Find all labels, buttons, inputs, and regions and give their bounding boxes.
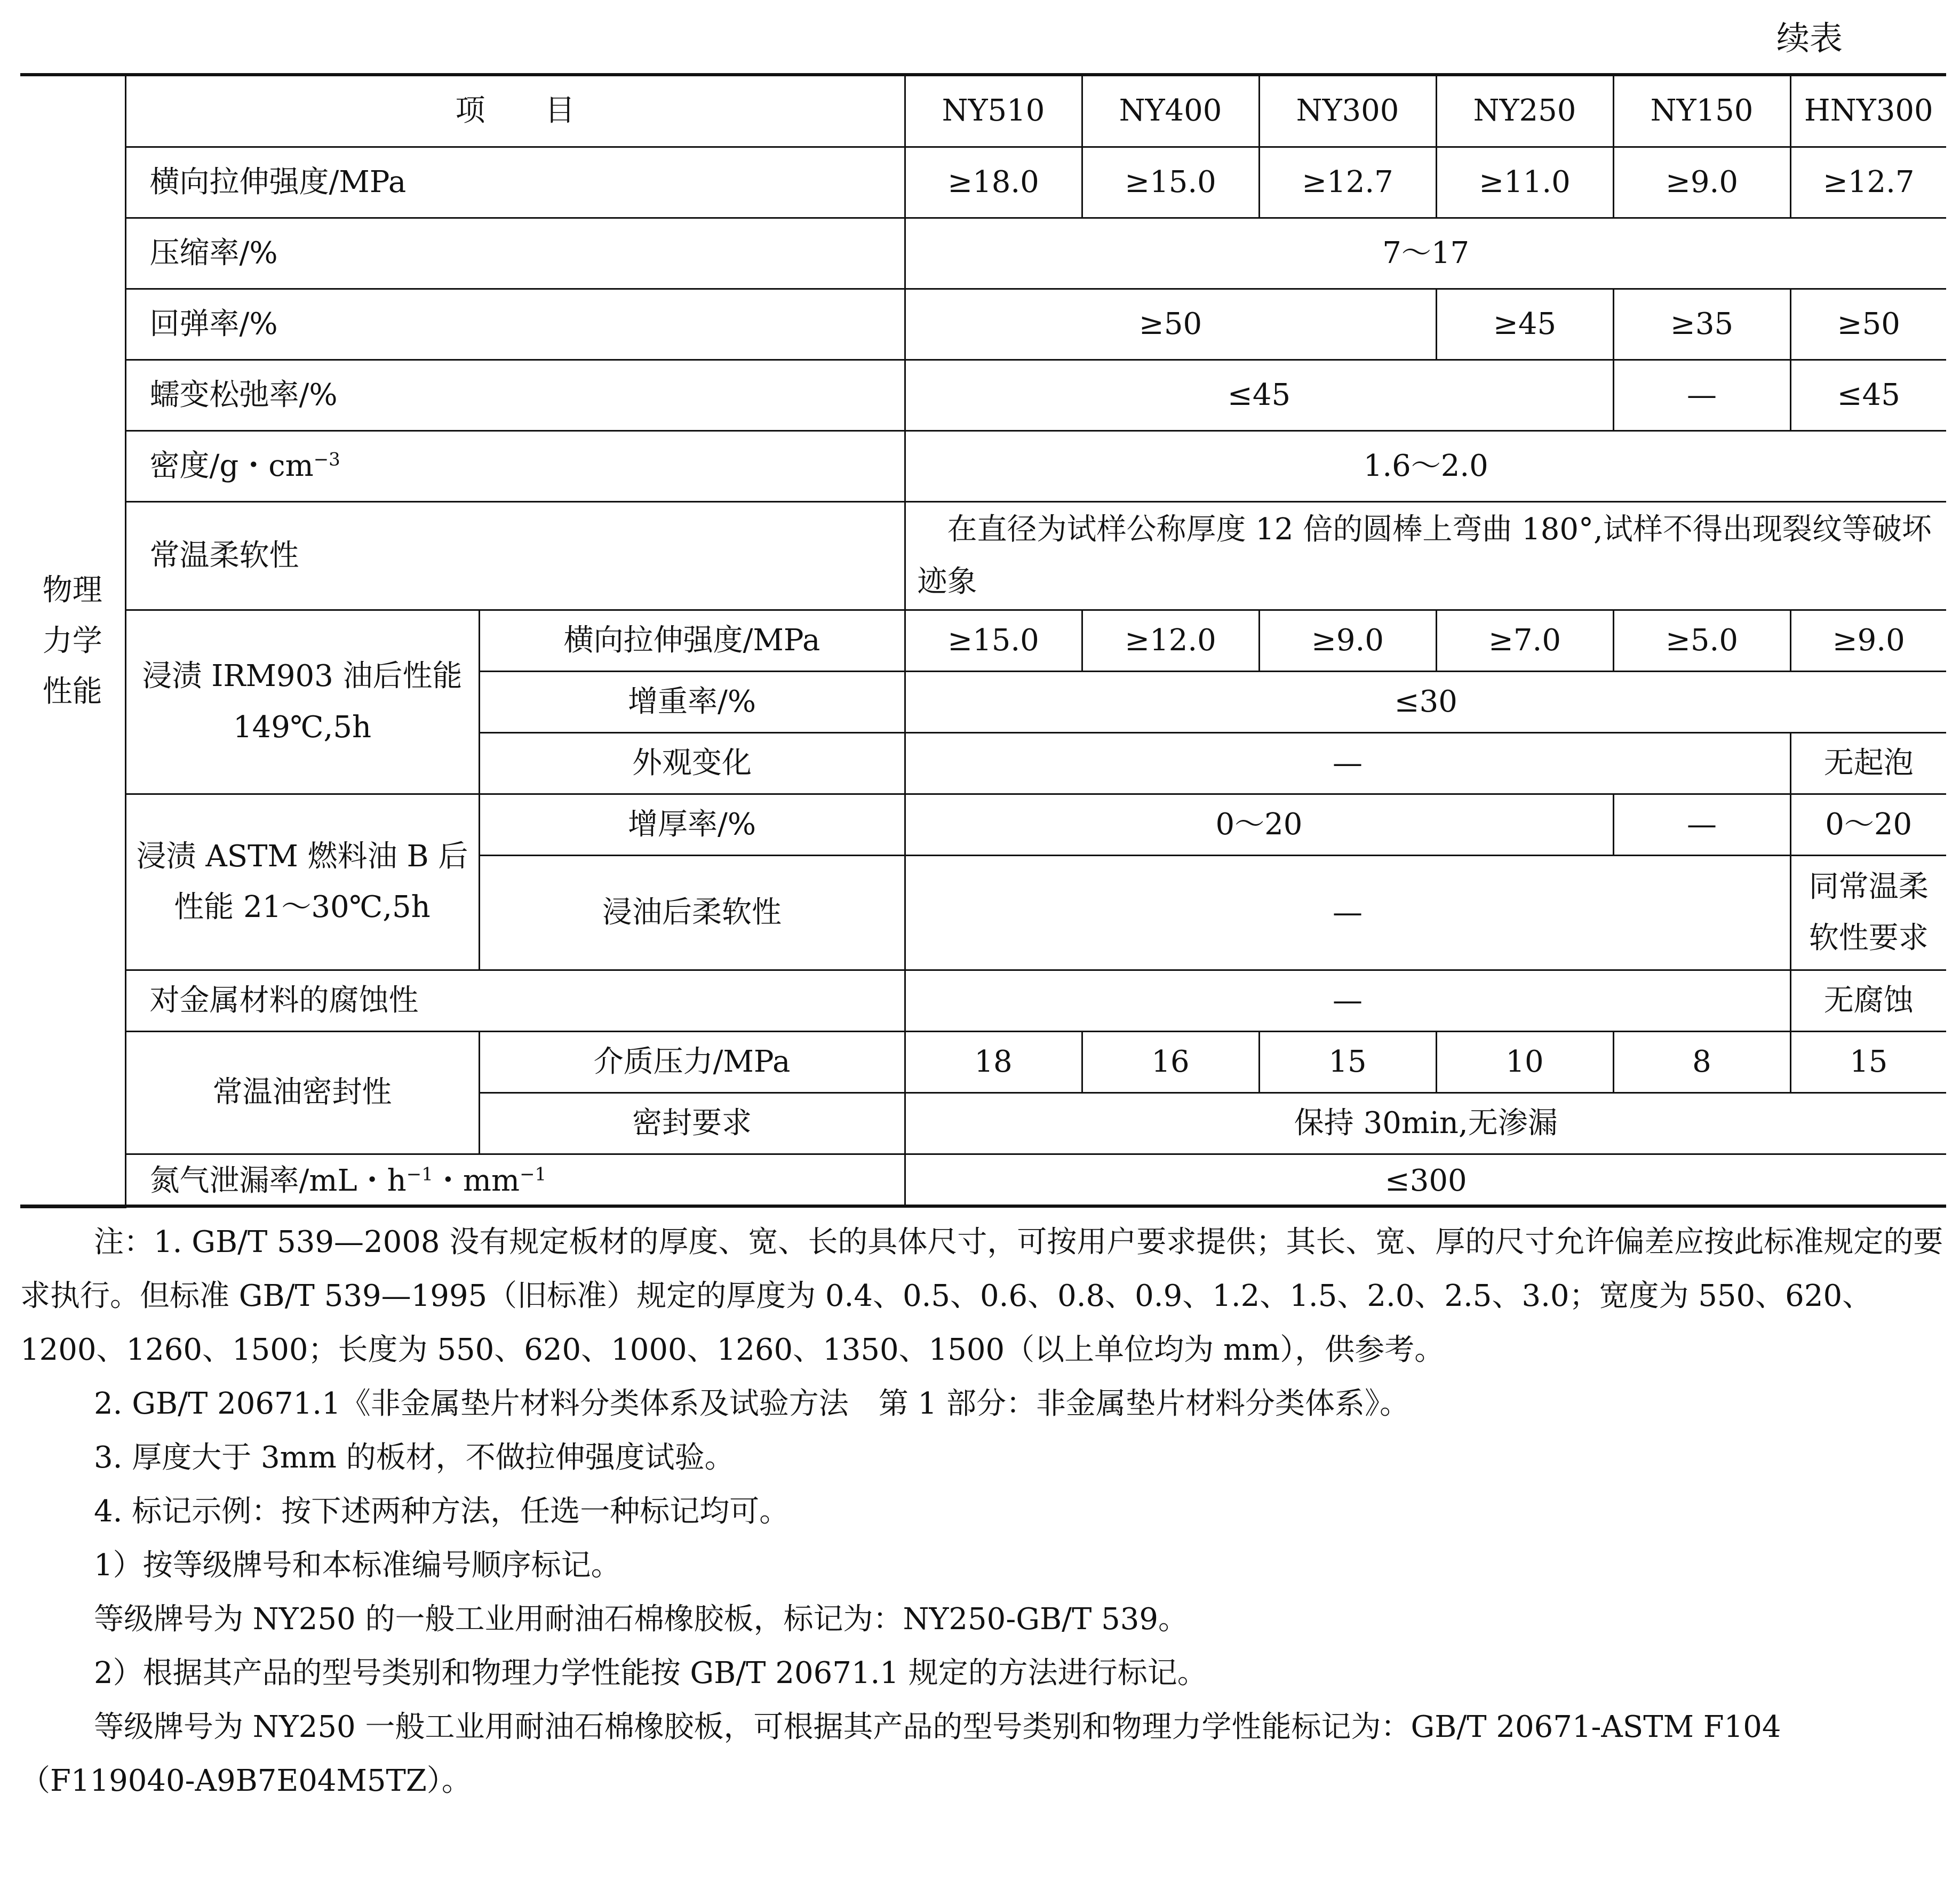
- table-row: [20, 970, 1946, 1031]
- spec-table: [20, 76, 1946, 1208]
- table-cell: 保持 30min,无渗漏: [905, 1092, 1946, 1154]
- row-label: 常温柔软性: [125, 501, 905, 610]
- note-paragraph: 注：1. GB/T 539—2008 没有规定板材的厚度、宽、长的具体尺寸，可按用户要求提供；其长、宽、厚的尺寸允许偏差应按此标准规定的要求执行。但标准 GB/T 539—1995（旧标准）规定的厚度为 0.4、0.5、0.6、0.8、0.9、1.2、1.5、2.0、2.5、3.0；宽度为 550、620、1200、1260、1500；长度为 550、620、1000、1260、1350、1500（以上单位均为 mm），供参考。: [20, 1225, 1943, 1367]
- header-grade: NY250: [1436, 76, 1613, 147]
- table-cell: ≥15.0: [1082, 147, 1259, 218]
- table-cell: ≥12.0: [1082, 610, 1259, 671]
- header-grade: NY510: [905, 76, 1082, 147]
- table-cell: 18: [905, 1031, 1082, 1092]
- table-cell: ≥9.0: [1259, 610, 1436, 671]
- notes-block: [20, 1215, 1946, 1808]
- table-cell: —: [1613, 794, 1790, 855]
- table-cell: 15: [1790, 1031, 1946, 1092]
- table-row: [20, 289, 1946, 360]
- table-cell: 15: [1259, 1031, 1436, 1092]
- table-bottom-rule: [20, 1205, 1946, 1208]
- header-item: 项 目: [125, 76, 905, 147]
- nitrogen-exponent-2: −1: [520, 1163, 547, 1185]
- table-cell: 无腐蚀: [1790, 970, 1946, 1031]
- row-label: 压缩率/%: [125, 218, 905, 289]
- row-label: 蠕变松弛率/%: [125, 360, 905, 430]
- continued-label: 续表: [1776, 19, 1843, 58]
- row-label: 回弹率/%: [125, 289, 905, 360]
- table-header-row: [20, 76, 1946, 147]
- table-cell: ≥50: [905, 289, 1436, 360]
- table-cell: —: [905, 970, 1790, 1031]
- table-cell: ≤45: [905, 360, 1613, 430]
- table-row: [20, 218, 1946, 289]
- table-cell: ≤30: [905, 671, 1946, 732]
- table-cell: 16: [1082, 1031, 1259, 1092]
- row-label: [125, 430, 905, 501]
- table-cell: ≥7.0: [1436, 610, 1613, 671]
- note-paragraph: 2）根据其产品的型号类别和物理力学性能按 GB/T 20671.1 规定的方法进行标记。: [94, 1656, 1207, 1690]
- row-label: 横向拉伸强度/MPa: [125, 147, 905, 218]
- table-cell: ≥45: [1436, 289, 1613, 360]
- row-label: 浸油后柔软性: [479, 855, 905, 970]
- note-paragraph: 等级牌号为 NY250 一般工业用耐油石棉橡胶板，可根据其产品的型号类别和物理力学性能标记为：GB/T 20671-ASTM F104（F119040-A9B7E04M5TZ）。: [20, 1710, 1781, 1798]
- note-paragraph: 等级牌号为 NY250 的一般工业用耐油石棉橡胶板，标记为：NY250-GB/T 539。: [94, 1602, 1189, 1637]
- table-cell: 7～17: [905, 218, 1946, 289]
- header-grade: NY150: [1613, 76, 1790, 147]
- table-cell: 0～20: [1790, 794, 1946, 855]
- group-label: 浸渍 IRM903 油后性能 149℃,5h: [125, 610, 479, 794]
- table-cell: ≥9.0: [1613, 147, 1790, 218]
- table-row: [20, 1031, 1946, 1092]
- row-label: 密封要求: [479, 1092, 905, 1154]
- density-label: 密度/g・cm: [149, 448, 314, 483]
- table-row: [20, 147, 1946, 218]
- header-grade: NY300: [1259, 76, 1436, 147]
- table-cell: 同常温柔软性要求: [1790, 855, 1946, 970]
- note-paragraph: 2. GB/T 20671.1《非金属垫片材料分类体系及试验方法 第 1 部分：非金属垫片材料分类体系》。: [94, 1386, 1409, 1421]
- table-row: [20, 360, 1946, 430]
- table-cell: ≥35: [1613, 289, 1790, 360]
- table-cell: —: [905, 855, 1790, 970]
- table-cell: 8: [1613, 1031, 1790, 1092]
- row-label: 增厚率/%: [479, 794, 905, 855]
- table-cell: 无起泡: [1790, 732, 1946, 794]
- table-cell: ≥11.0: [1436, 147, 1613, 218]
- group-label: 浸渍 ASTM 燃料油 B 后性能 21～30℃,5h: [125, 794, 479, 970]
- row-label: 横向拉伸强度/MPa: [479, 610, 905, 671]
- row-label: [125, 1154, 905, 1207]
- table-cell: —: [905, 732, 1790, 794]
- table-cell: ≤300: [905, 1154, 1946, 1207]
- header-grade: NY400: [1082, 76, 1259, 147]
- table-cell: 1.6～2.0: [905, 430, 1946, 501]
- row-label: 介质压力/MPa: [479, 1031, 905, 1092]
- table-cell: ≥12.7: [1259, 147, 1436, 218]
- nitrogen-exponent-1: −1: [406, 1163, 433, 1185]
- note-paragraph: 3. 厚度大于 3mm 的板材，不做拉伸强度试验。: [94, 1440, 735, 1475]
- category-cell: [20, 76, 125, 1207]
- table-row: [20, 794, 1946, 855]
- nitrogen-label-a: 氮气泄漏率/mL・h: [149, 1163, 407, 1198]
- header-grade: HNY300: [1790, 76, 1946, 147]
- category-label: 物理力学性能: [42, 572, 102, 709]
- table-cell: ≤45: [1790, 360, 1946, 430]
- row-label: 对金属材料的腐蚀性: [125, 970, 905, 1031]
- table-row: [20, 610, 1946, 671]
- row-label: 外观变化: [479, 732, 905, 794]
- table-row: [20, 430, 1946, 501]
- table-cell: —: [1613, 360, 1790, 430]
- note-paragraph: 1）按等级牌号和本标准编号顺序标记。: [94, 1548, 621, 1583]
- note-paragraph: 4. 标记示例：按下述两种方法，任选一种标记均可。: [94, 1494, 790, 1529]
- table-cell: ≥15.0: [905, 610, 1082, 671]
- group-label: 常温油密封性: [125, 1031, 479, 1154]
- table-cell: ≥9.0: [1790, 610, 1946, 671]
- table-cell: 10: [1436, 1031, 1613, 1092]
- table-cell: ≥5.0: [1613, 610, 1790, 671]
- table-cell: 0～20: [905, 794, 1613, 855]
- nitrogen-label-b: ・mm: [433, 1163, 520, 1198]
- table-cell: ≥18.0: [905, 147, 1082, 218]
- table-row: [20, 1154, 1946, 1207]
- density-exponent: −3: [313, 449, 340, 470]
- table-cell: ≥12.7: [1790, 147, 1946, 218]
- table-row: [20, 501, 1946, 610]
- row-label: 增重率/%: [479, 671, 905, 732]
- table-cell: ≥50: [1790, 289, 1946, 360]
- table-cell: 在直径为试样公称厚度 12 倍的圆棒上弯曲 180°,试样不得出现裂纹等破坏迹象: [905, 501, 1946, 610]
